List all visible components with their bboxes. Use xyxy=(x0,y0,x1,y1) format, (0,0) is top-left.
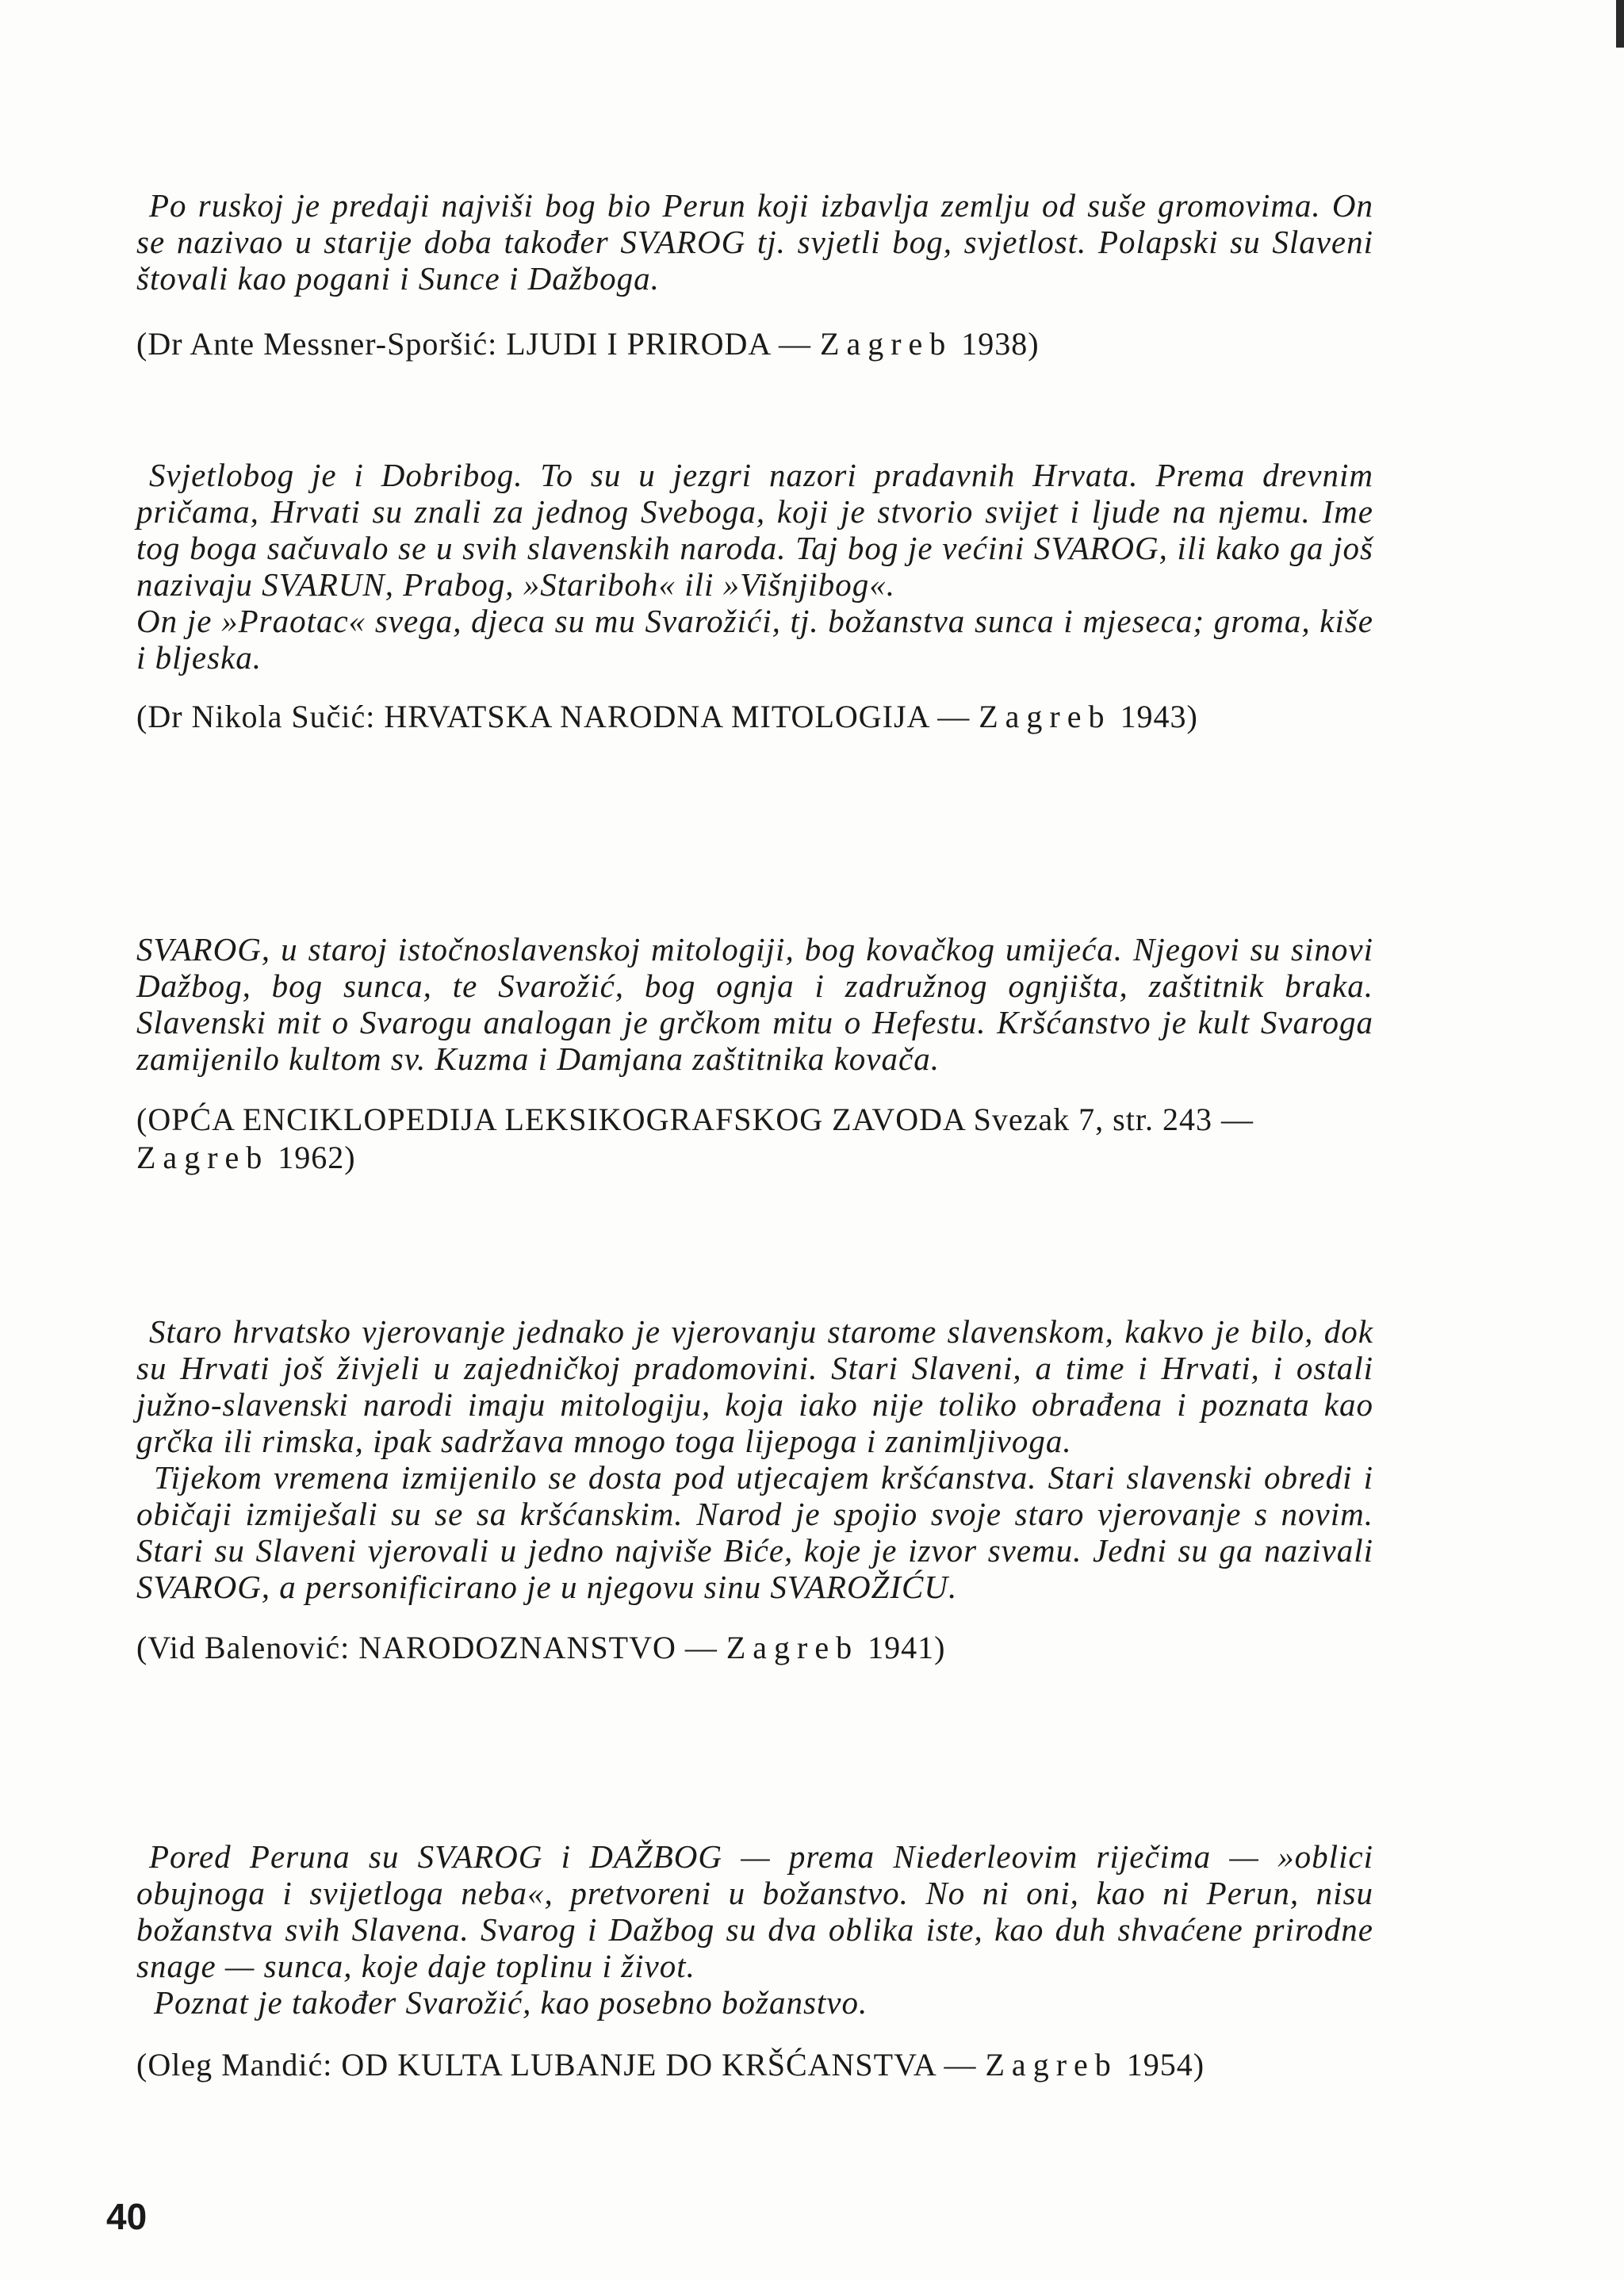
citation-year: 1943) xyxy=(1120,699,1198,734)
quote-paragraph: Poznat je također Svarožić, kao posebno božanstvo. xyxy=(154,1984,868,2021)
source-citation xyxy=(136,1101,1373,1177)
citation-year: 1954) xyxy=(1126,2047,1205,2083)
source-citation xyxy=(136,1629,1373,1667)
source-citation xyxy=(136,2046,1373,2084)
quote-block-4 xyxy=(136,1313,1373,1667)
quote-block-2 xyxy=(136,457,1373,736)
quote-block-3 xyxy=(136,931,1373,1177)
citation-city: Zagreb xyxy=(985,2047,1118,2083)
quote-paragraph: SVAROG, u staroj istočnoslavenskoj mitologiji, bog kovačkog umijeća. Njegovi su sinovi Dažbog, bog sunca, te Svarožić, bog ognja i zadružnog ognjišta, zaštitnik braka. Slavenski mit o Svarogu analogan je grčkom mitu o Hefestu. Kršćanstvo je kult Svaroga zamijenilo kultom sv. Kuzma i Damjana zaštitnika kovača. xyxy=(136,931,1373,1077)
quote-paragraph: Po ruskoj je predaji najviši bog bio Perun koji izbavlja zemlju od suše gromovima. On se nazivao u starije doba također SVAROG tj. svjetli bog, svjetlost. Polapski su Slaveni štovali kao pogani i Sunce i Dažboga. xyxy=(136,187,1373,297)
page-edge-mark xyxy=(1616,0,1624,48)
page-number: 40 xyxy=(106,2196,147,2237)
quote-paragraph: On je »Praotac« svega, djeca su mu Svarožići, tj. božanstva sunca i mjeseca; groma, kiše i bljeska. xyxy=(136,603,1373,676)
quote-paragraph: Pored Peruna su SVAROG i DAŽBOG — prema Niederleovim riječima — »oblici obujnoga i svijetloga neba«, pretvoreni u božanstvo. No ni oni, kao ni Perun, nisu božanstva svih Slavena. Svarog i Dažbog su dva oblika iste, kao duh shvaćene prirodne snage — sunca, koje daje toplinu i život. xyxy=(136,1838,1373,1984)
citation-author: (Dr Ante Messner-Sporšić: LJUDI I PRIRODA — xyxy=(136,326,812,362)
citation-author: (Vid Balenović: NARODOZNANSTVO — xyxy=(136,1630,718,1665)
citation-city: Zagreb xyxy=(136,1140,270,1175)
quote-paragraph: Staro hrvatsko vjerovanje jednako je vjerovanju starome slavenskom, kakvo je bilo, dok su Hrvati još živjeli u zajedničkoj pradomovini. Stari Slaveni, a time i Hrvati, i ostali južno-slavenski narodi imaju mitologiju, koja iako nije toliko obrađena i poznata kao grčka ili rimska, ipak sadržava mnogo toga lijepoga i zanimljivoga. xyxy=(136,1313,1373,1459)
quote-paragraph: Tijekom vremena izmijenilo se dosta pod utjecajem kršćanstva. Stari slavenski obredi i običaji izmiješali su se sa kršćanskim. Narod je spojio svoje staro vjerovanje s novim. Stari su Slaveni vjerovali u jedno najviše Biće, koje je izvor svemu. Jedni su ga nazivali SVAROG, a personificirano je u njegovu sinu SVAROŽIĆU. xyxy=(136,1459,1373,1605)
citation-author: (OPĆA ENCIKLOPEDIJA LEKSIKOGRAFSKOG ZAVODA Svezak 7, str. 243 — xyxy=(136,1102,1254,1137)
source-citation xyxy=(136,325,1373,363)
citation-city: Zagreb xyxy=(979,699,1112,734)
quote-block-1 xyxy=(136,187,1373,363)
citation-city: Zagreb xyxy=(726,1630,860,1665)
citation-year: 1962) xyxy=(278,1140,356,1175)
citation-author: (Oleg Mandić: OD KULTA LUBANJE DO KRŠĆANSTVA — xyxy=(136,2047,977,2083)
quote-block-5 xyxy=(136,1838,1373,2084)
citation-year: 1941) xyxy=(868,1630,946,1665)
quote-paragraph: Svjetlobog je i Dobribog. To su u jezgri nazori pradavnih Hrvata. Prema drevnim pričama, Hrvati su znali za jednog Sveboga, koji je stvorio svijet i ljude na njemu. Ime tog boga sačuvalo se u svih slavenskih naroda. Taj bog je većini SVAROG, ili kako ga još nazivaju SVARUN, Prabog, »Stariboh« ili »Višnjibog«. xyxy=(136,457,1373,603)
citation-year: 1938) xyxy=(961,326,1040,362)
citation-author: (Dr Nikola Sučić: HRVATSKA NARODNA MITOLOGIJA — xyxy=(136,699,971,734)
source-citation xyxy=(136,698,1373,736)
citation-city: Zagreb xyxy=(820,326,953,362)
